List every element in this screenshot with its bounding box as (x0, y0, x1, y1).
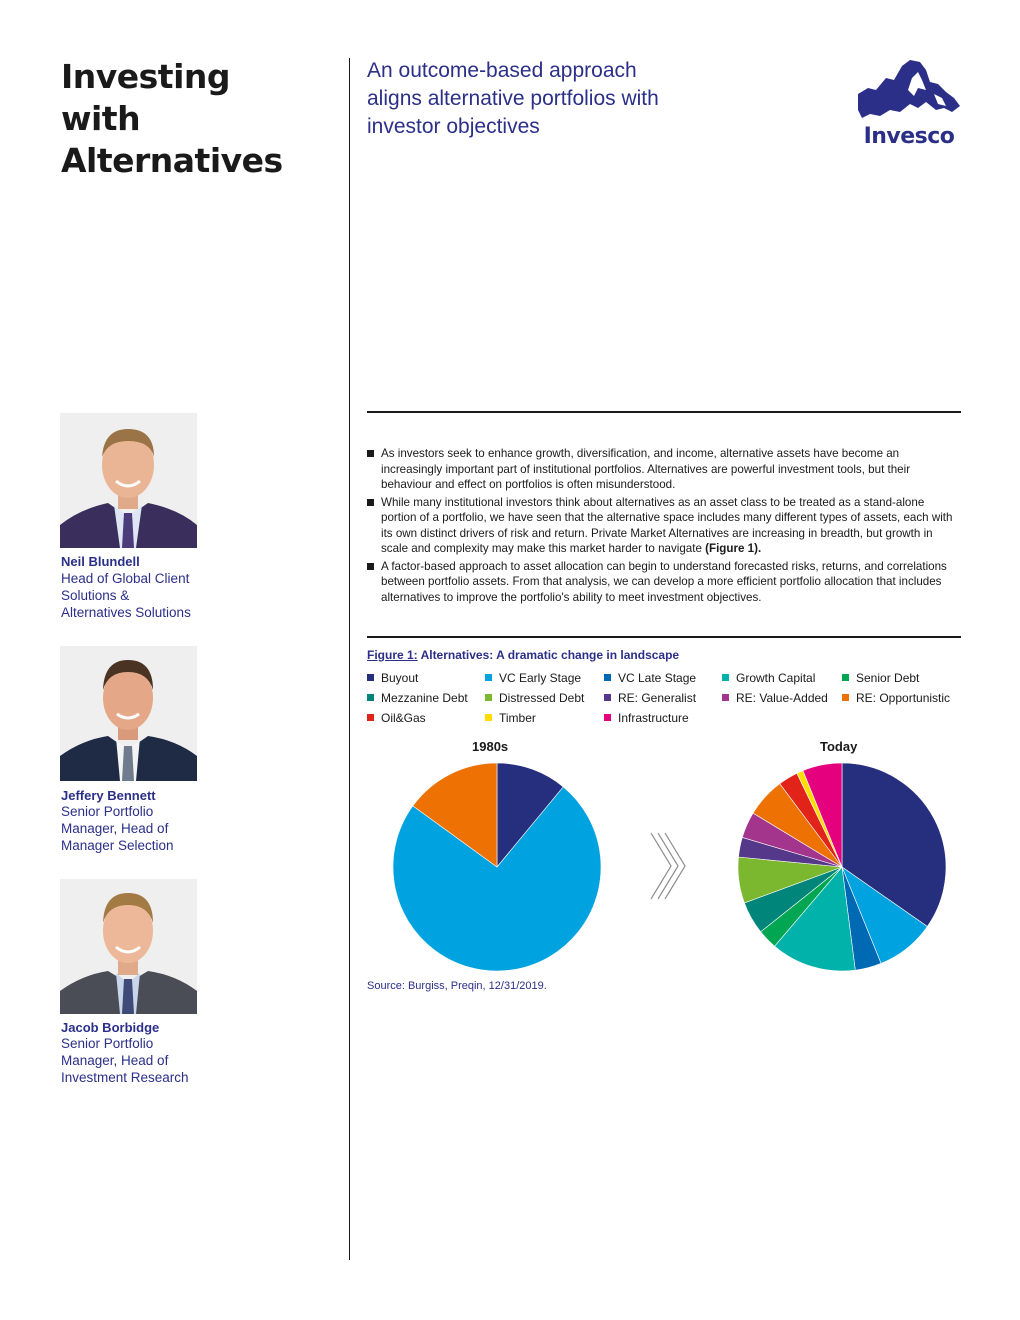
legend-swatch (604, 714, 611, 721)
pie-chart-1980s (393, 763, 601, 971)
jacob-borbidge-photo (60, 879, 197, 1014)
legend-label: Timber (499, 711, 536, 725)
section-divider (367, 411, 961, 413)
legend-swatch (485, 694, 492, 701)
person-name: Jacob Borbidge (61, 1020, 160, 1035)
legend-label: Distressed Debt (499, 691, 585, 705)
jeffery-bennett-photo (60, 646, 197, 781)
legend-item (722, 691, 828, 705)
legend-swatch (604, 694, 611, 701)
legend-label: Infrastructure (618, 711, 689, 725)
key-points-list (367, 446, 961, 607)
bullet-square-icon (367, 499, 374, 506)
legend-swatch (604, 674, 611, 681)
legend-label: Senior Debt (856, 671, 920, 685)
bullet-square-icon (367, 563, 374, 570)
pie-title-today: Today (820, 739, 858, 754)
document-subtitle (367, 57, 747, 141)
person-name: Jeffery Bennett (61, 788, 156, 803)
bullet-text: A factor-based approach to asset allocation can begin to understand forecasted risks, returns, and correlations between portfolio assets. From that analysis, we can develop a more efficient portfolio allocation that includes alternatives to improve the portfolio's ability to meet investment objectives. (381, 559, 947, 604)
legend-item (485, 691, 584, 705)
neil-blundell-photo (60, 413, 197, 548)
legend-swatch (842, 694, 849, 701)
figure-divider (367, 636, 961, 638)
person-role (61, 803, 211, 854)
role-line: Head of Global Client (61, 571, 190, 586)
legend-item (485, 711, 536, 725)
legend-item (604, 711, 689, 725)
legend-swatch (367, 694, 374, 701)
bullet-text: As investors seek to enhance growth, diversification, and income, alternative assets have become an increasingly important part of institutional portfolios. Alternatives are powerful investment tools, but their behaviour and effect on portfolios is often misunderstood. (381, 447, 911, 491)
legend-swatch (485, 714, 492, 721)
legend-swatch (722, 694, 729, 701)
legend-label: RE: Opportunistic (856, 691, 951, 705)
title-line-3: Alternatives (61, 141, 283, 180)
portrait-image (60, 646, 197, 781)
legend-label: RE: Value-Added (736, 691, 828, 705)
portrait-image (60, 879, 197, 1014)
arrow-chevrons-icon (651, 833, 685, 899)
legend-item (367, 671, 418, 685)
legend-item (367, 691, 468, 705)
title-line-2: with (61, 99, 141, 138)
role-line: Manager, Head of (61, 1053, 169, 1068)
role-line: Manager, Head of (61, 821, 169, 836)
legend-item (485, 671, 581, 685)
invesco-logo (856, 60, 962, 148)
document-title (61, 56, 331, 182)
role-line: Alternatives Solutions (61, 605, 191, 620)
legend-swatch (367, 714, 374, 721)
bullet-text: While many institutional investors think about alternatives as an asset class to be treated as a stand-alone portion of a portfolio, we have seen that the alternative space includes many different types of assets, each with its own distinct drivers of risk and return. Private Market Alternatives are increasing in breadth, but growth in scale and complexity may make this market harder to navigate (381, 495, 953, 555)
legend-label: RE: Generalist (618, 691, 697, 705)
person-role (61, 1035, 211, 1086)
subtitle-line-2: aligns alternative portfolios with (367, 87, 659, 110)
role-line: Investment Research (61, 1070, 189, 1085)
legend-label: Oil&Gas (381, 711, 426, 725)
legend-item (604, 671, 696, 685)
bullet-square-icon (367, 450, 374, 457)
legend-swatch (367, 674, 374, 681)
legend-item (842, 691, 950, 705)
figure-reference: (Figure 1). (705, 542, 762, 555)
title-line-1: Investing (61, 57, 231, 96)
legend-item (367, 711, 426, 725)
pie-title-1980s: 1980s (472, 739, 509, 754)
list-item (367, 446, 961, 493)
portrait-image (60, 413, 197, 548)
logo-wordmark: Invesco (863, 124, 955, 149)
role-line: Solutions & (61, 588, 130, 603)
figure-label: Figure 1: (367, 648, 418, 662)
legend-label: VC Early Stage (499, 671, 582, 685)
vertical-divider (349, 58, 350, 1260)
legend-label: Buyout (381, 671, 419, 685)
legend-item (842, 671, 919, 685)
legend-swatch (485, 674, 492, 681)
role-line: Senior Portfolio (61, 1036, 154, 1051)
mountain-logo-icon (856, 60, 962, 122)
legend-label: Growth Capital (736, 671, 816, 685)
pie-chart-today (738, 763, 946, 971)
legend-item (722, 671, 815, 685)
legend-label: VC Late Stage (618, 671, 697, 685)
legend-label: Mezzanine Debt (381, 691, 468, 705)
legend-swatch (722, 674, 729, 681)
figure-caption: Alternatives: A dramatic change in landscape (420, 648, 680, 662)
list-item (367, 495, 961, 557)
person-role (61, 570, 211, 621)
legend-swatch (842, 674, 849, 681)
subtitle-line-1: An outcome-based approach (367, 59, 637, 82)
figure-title (367, 648, 679, 662)
role-line: Senior Portfolio (61, 804, 154, 819)
list-item (367, 559, 961, 606)
legend-item (604, 691, 696, 705)
person-name: Neil Blundell (61, 554, 140, 569)
figure-source: Source: Burgiss, Preqin, 12/31/2019. (367, 980, 547, 992)
role-line: Manager Selection (61, 838, 174, 853)
pie-charts (360, 755, 970, 980)
subtitle-line-3: investor objectives (367, 115, 540, 138)
